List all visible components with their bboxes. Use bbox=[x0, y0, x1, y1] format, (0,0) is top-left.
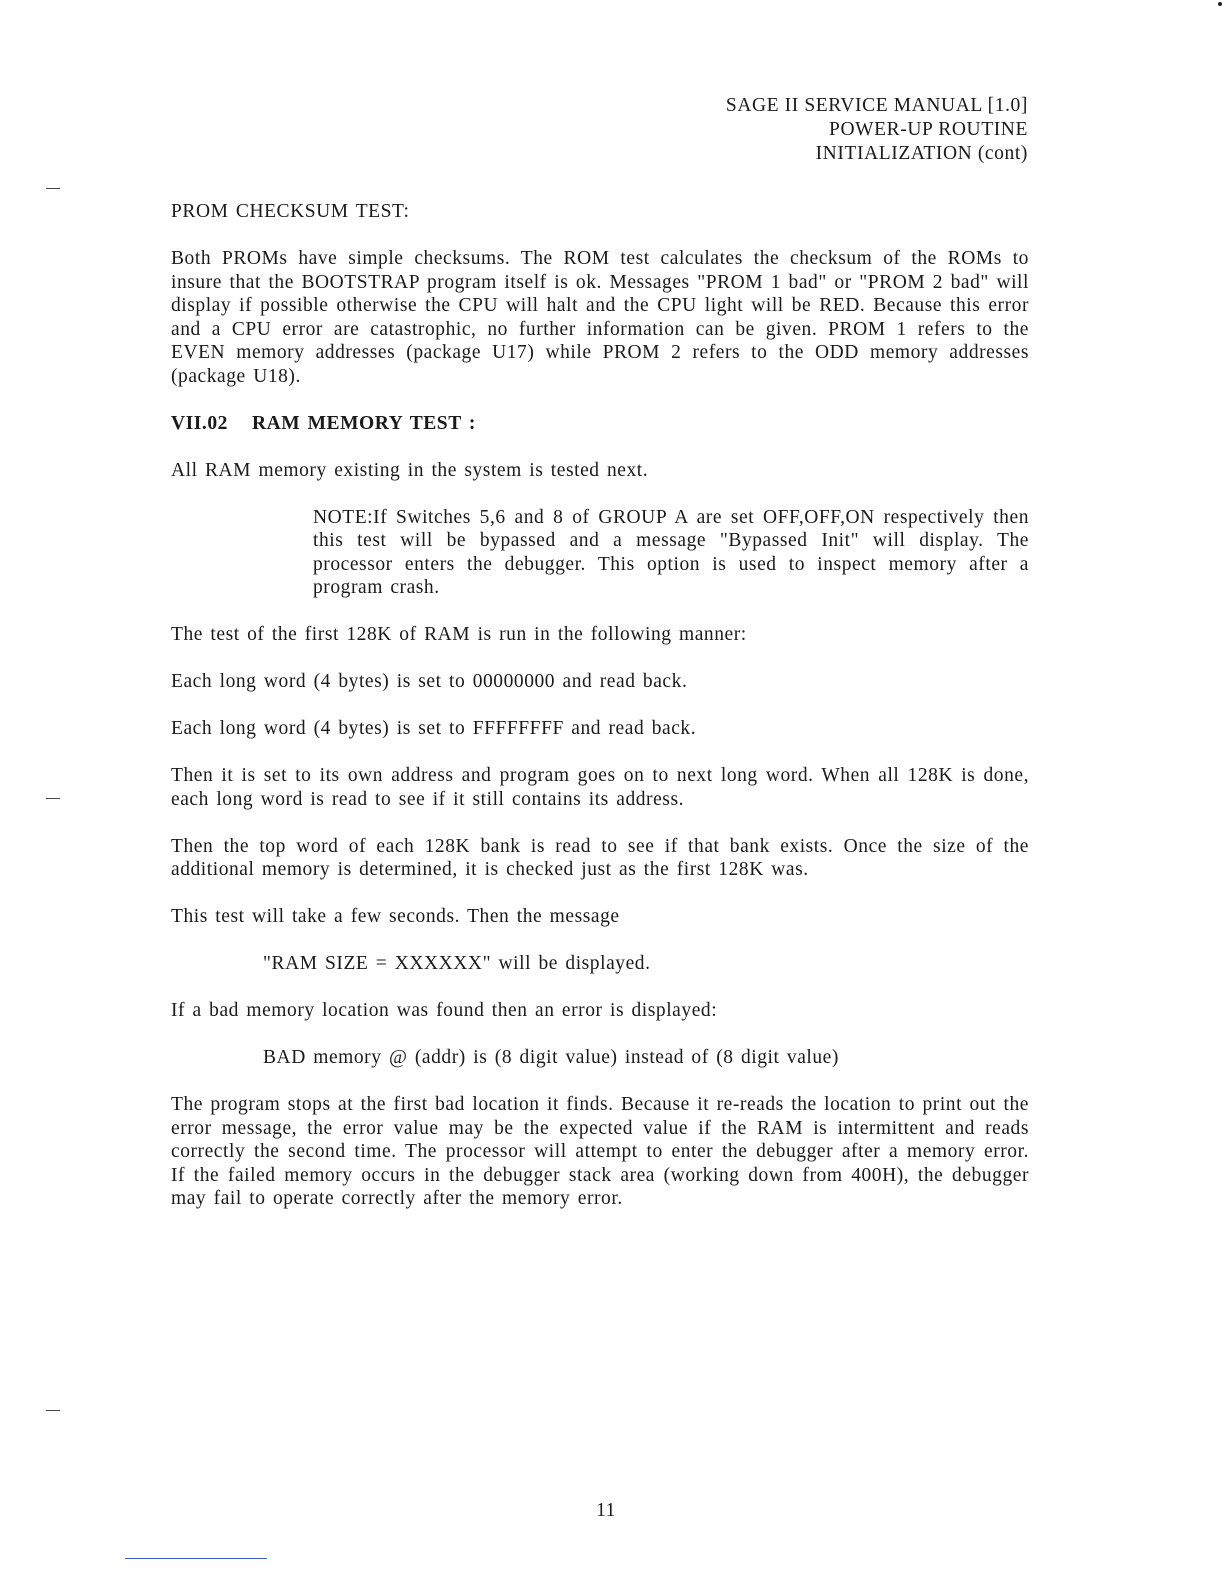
ram-heading-number: VII.02 bbox=[171, 412, 228, 434]
binding-mark bbox=[46, 798, 60, 799]
header-subsection: INITIALIZATION (cont) bbox=[815, 143, 1028, 164]
prom-section-title: PROM CHECKSUM TEST: bbox=[171, 201, 410, 222]
ram-section-heading bbox=[171, 412, 1029, 436]
page-number: 11 bbox=[596, 1500, 616, 1521]
binding-mark bbox=[46, 1410, 60, 1411]
note-paragraph: NOTE:If Switches 5,6 and 8 of GROUP A are set OFF,OFF,ON respectively then this test will be bypassed and a message "Bypassed Init" will display. The processor enters the debugger. This option is used to inspect memory after a program crash. bbox=[313, 506, 1029, 598]
binding-mark bbox=[46, 188, 60, 189]
header-title: SAGE II SERVICE MANUAL [1.0] bbox=[725, 95, 1028, 116]
step-address-paragraph: Then it is set to its own address and program goes on to next long word. When all 128K is done, each long word is read to see if it still contains its address. bbox=[171, 765, 1029, 810]
ram-size-message: "RAM SIZE = XXXXXX" will be displayed. bbox=[263, 953, 651, 974]
prom-paragraph: Both PROMs have simple checksums. The ROM test calculates the checksum of the ROMs to insure that the BOOTSTRAP program itself is ok. Messages "PROM 1 bad" or "PROM 2 bad" will display if possible otherwise the CPU will halt and the CPU light will be RED. Because this error and a CPU error are catastrophic, no further information can be given. PROM 1 refers to the EVEN memory addresses (package U17) while PROM 2 refers to the ODD memory addresses (package U18). bbox=[171, 248, 1029, 387]
step-ones-paragraph: Each long word (4 bytes) is set to FFFFFFFF and read back. bbox=[171, 718, 697, 739]
ram-intro-paragraph: All RAM memory existing in the system is tested next. bbox=[171, 459, 649, 481]
step-zero-paragraph: Each long word (4 bytes) is set to 00000000 and read back. bbox=[171, 671, 688, 692]
header-section: POWER-UP ROUTINE bbox=[829, 119, 1028, 140]
bad-memory-intro: If a bad memory location was found then an error is displayed: bbox=[171, 1000, 718, 1021]
scan-speck bbox=[1218, 2, 1222, 6]
bad-memory-message: BAD memory @ (addr) is (8 digit value) instead of (8 digit value) bbox=[263, 1047, 839, 1068]
duration-paragraph: This test will take a few seconds. Then the message bbox=[171, 906, 620, 927]
page-header bbox=[726, 94, 1028, 166]
test-manner-paragraph: The test of the first 128K of RAM is run in the following manner: bbox=[171, 624, 747, 645]
ram-heading-title: RAM MEMORY TEST : bbox=[251, 412, 476, 434]
step-bank-paragraph: Then the top word of each 128K bank is read to see if that bank exists. Once the size of the additional memory is determined, it is checked just as the first 128K was. bbox=[171, 835, 1029, 880]
bottom-rule bbox=[125, 1558, 267, 1559]
document-body bbox=[171, 200, 1029, 1234]
final-paragraph: The program stops at the first bad location it finds. Because it re-reads the location to print out the error message, the error value may be the expected value if the RAM is intermittent and reads correctly the second time. The processor will attempt to enter the debugger after a memory error. If the failed memory occurs in the debugger stack area (working down from 400H), the debugger may fail to operate correctly after the memory error. bbox=[171, 1094, 1029, 1209]
